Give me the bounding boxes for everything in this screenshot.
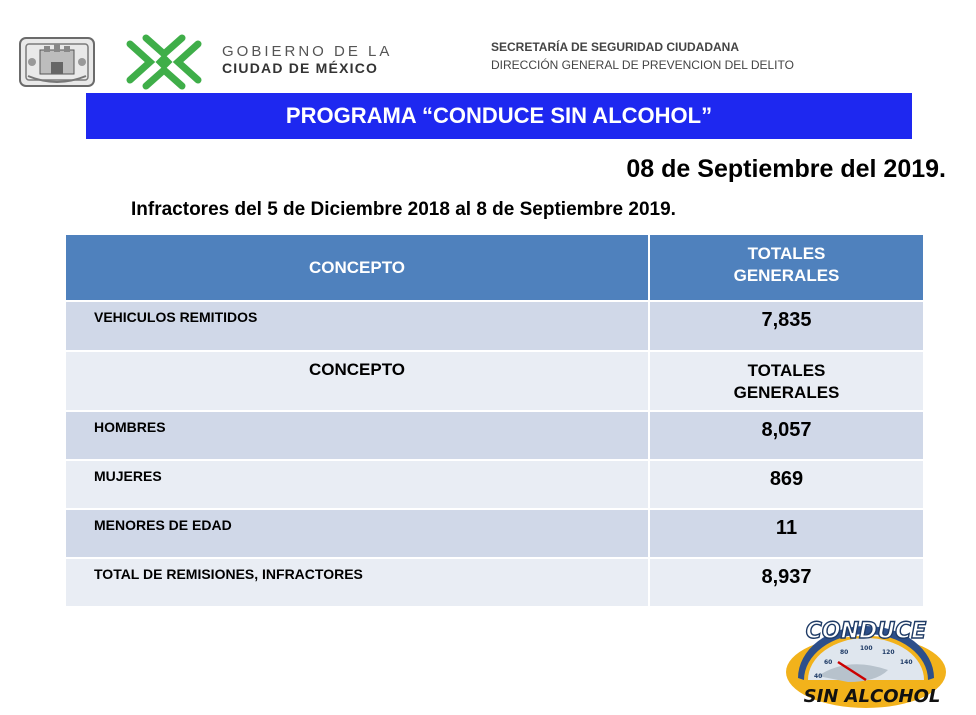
program-title: PROGRAMA “CONDUCE SIN ALCOHOL” bbox=[285, 103, 713, 128]
table-subheader-row bbox=[65, 351, 924, 411]
subheader-totals bbox=[649, 351, 924, 411]
report-date: 08 de Septiembre del 2019. bbox=[626, 155, 946, 183]
row-label: MUJERES bbox=[65, 460, 649, 509]
direccion-subtitle: DIRECCIÓN GENERAL DE PREVENCION DEL DELITO bbox=[491, 58, 794, 72]
city-coat-of-arms-icon bbox=[18, 36, 96, 88]
government-line-2: CIUDAD DE MÉXICO bbox=[222, 60, 379, 76]
secretaria-title: SECRETARÍA DE SEGURIDAD CIUDADANA bbox=[491, 40, 740, 54]
subheader-concept: CONCEPTO bbox=[65, 351, 649, 411]
report-period: Infractores del 5 de Diciembre 2018 al 8 de Septiembre 2019. bbox=[131, 199, 676, 220]
row-value: 8,937 bbox=[649, 558, 924, 607]
row-label: TOTAL DE REMISIONES, INFRACTORES bbox=[65, 558, 649, 607]
statistics-table bbox=[64, 233, 925, 608]
header-totals-line-2: GENERALES bbox=[733, 266, 840, 285]
gauge-tick: 140 bbox=[900, 659, 913, 666]
government-name bbox=[222, 43, 422, 76]
header-totals-line-1: TOTALES bbox=[747, 244, 826, 263]
table-row bbox=[65, 509, 924, 558]
conduce-sin-alcohol-logo bbox=[778, 616, 954, 708]
gauge-tick: 60 bbox=[824, 659, 833, 666]
subheader-totals-line-1: TOTALES bbox=[747, 361, 826, 380]
table-row bbox=[65, 301, 924, 351]
row-label: MENORES DE EDAD bbox=[65, 509, 649, 558]
table-row bbox=[65, 460, 924, 509]
header-concept: CONCEPTO bbox=[65, 234, 649, 301]
subheader-totals-line-2: GENERALES bbox=[733, 383, 840, 402]
program-banner bbox=[86, 93, 912, 139]
table-row bbox=[65, 411, 924, 460]
row-label: HOMBRES bbox=[65, 411, 649, 460]
table-header-row bbox=[65, 234, 924, 301]
cdmx-logo-icon bbox=[120, 32, 208, 92]
logo-word-sin-alcohol: SIN ALCOHOL bbox=[803, 686, 941, 707]
gauge-tick: 120 bbox=[882, 649, 895, 656]
row-value: 11 bbox=[649, 509, 924, 558]
row-value: 7,835 bbox=[649, 301, 924, 351]
row-value: 869 bbox=[649, 460, 924, 509]
header-totals bbox=[649, 234, 924, 301]
gauge-tick: 40 bbox=[814, 673, 823, 680]
gauge-tick: 100 bbox=[860, 645, 873, 652]
table-row bbox=[65, 558, 924, 607]
government-line-1: GOBIERNO DE LA bbox=[222, 43, 393, 60]
logo-word-conduce: CONDUCE bbox=[805, 619, 927, 644]
gauge-tick: 80 bbox=[840, 649, 849, 656]
row-label: VEHICULOS REMITIDOS bbox=[65, 301, 649, 351]
row-value: 8,057 bbox=[649, 411, 924, 460]
